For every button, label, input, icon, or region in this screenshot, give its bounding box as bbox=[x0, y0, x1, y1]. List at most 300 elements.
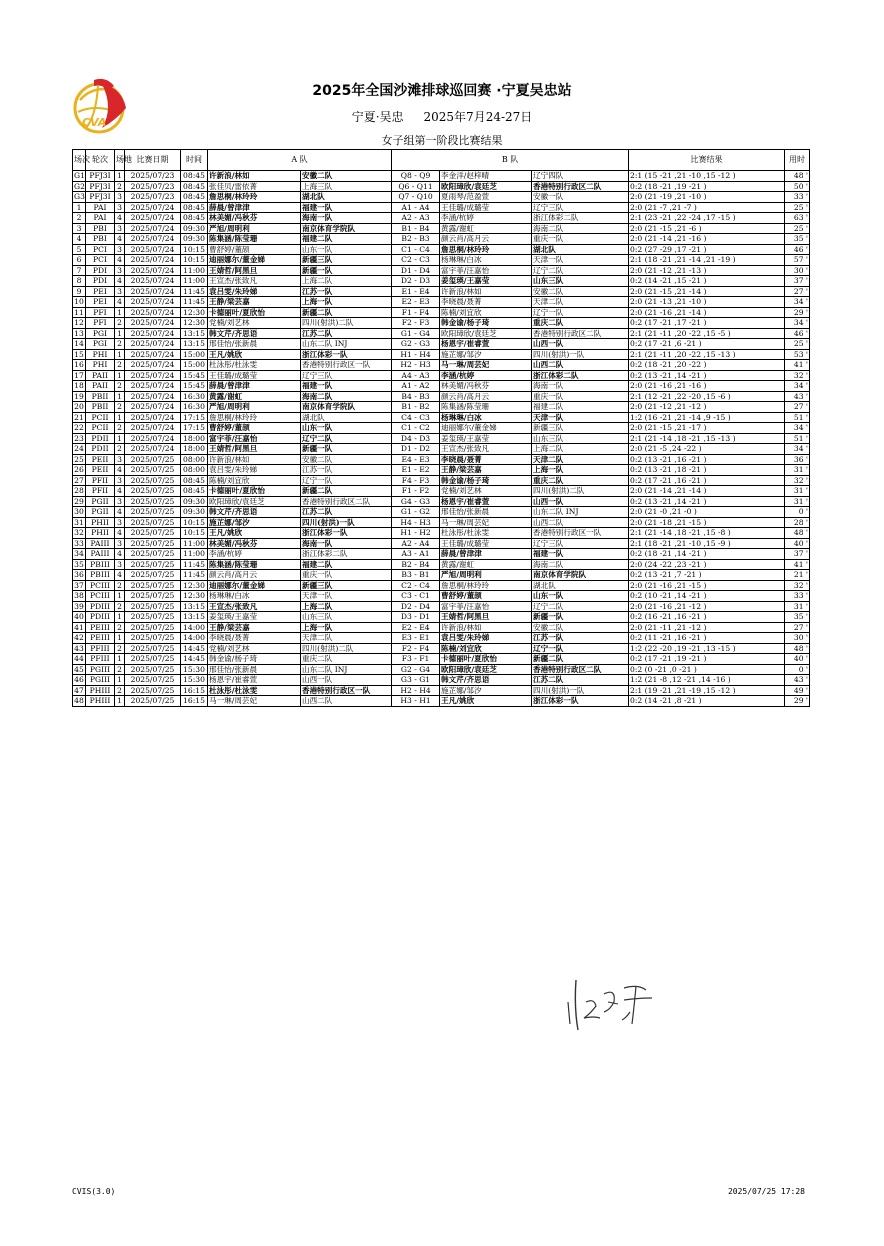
code-separator: - bbox=[411, 255, 420, 264]
row-court-codes bbox=[392, 654, 440, 665]
row-team-a-name: 安徽二队 bbox=[301, 454, 392, 465]
row-round: PFJ3I bbox=[86, 192, 115, 203]
row-duration: 34 ' bbox=[785, 297, 810, 308]
row-team-b-name: 香港特别行政区二队 bbox=[532, 328, 629, 339]
row-team-a-code: G1 bbox=[400, 328, 412, 338]
row-team-b-code: D1 bbox=[419, 612, 431, 621]
code-separator: - bbox=[411, 528, 420, 537]
row-duration: 43 ' bbox=[785, 675, 810, 686]
row-team-b-players: 夏雨琴/范盈萱 bbox=[440, 192, 532, 203]
row-team-b-players: 王婧哲/阿黑旦 bbox=[440, 612, 532, 623]
section-title: 女子组第一阶段比赛结果 bbox=[381, 134, 503, 147]
row-date: 2025/07/24 bbox=[125, 444, 181, 455]
row-team-a-code: Q6 bbox=[398, 181, 410, 191]
row-team-a-players: 杜泳彤/杜泳雯 bbox=[208, 685, 301, 696]
row-court: 3 bbox=[115, 454, 125, 465]
table-row bbox=[73, 559, 810, 570]
row-court: 3 bbox=[115, 475, 125, 486]
row-team-b-players: 杨琳琳/白冰 bbox=[440, 255, 532, 266]
row-date: 2025/07/25 bbox=[125, 654, 181, 665]
row-court-codes bbox=[392, 486, 440, 497]
row-team-a-players: 韩文芹/齐思语 bbox=[208, 328, 301, 339]
row-court-codes bbox=[392, 370, 440, 381]
row-team-b-code: B3 bbox=[419, 391, 430, 401]
row-court: 3 bbox=[115, 286, 125, 297]
row-date: 2025/07/24 bbox=[125, 307, 181, 318]
row-team-a-players: 陈集涵/陈莹珊 bbox=[208, 559, 301, 570]
row-team-a-players: 施芷娜/邹汐 bbox=[208, 517, 301, 528]
row-team-a-name: 山东一队 bbox=[301, 423, 392, 434]
row-result: 0:2 (27 -29 ,17 -21 ) bbox=[629, 244, 785, 255]
row-team-a-code: F1 bbox=[401, 486, 412, 495]
row-team-b-name: 山西一队 bbox=[532, 339, 629, 350]
row-team-b-code: H2 bbox=[419, 528, 431, 537]
row-time: 11:45 bbox=[181, 570, 208, 581]
table-row bbox=[73, 454, 810, 465]
row-date: 2025/07/24 bbox=[125, 339, 181, 350]
col-court-header: 场地 bbox=[115, 150, 125, 171]
row-team-b-name: 湖北队 bbox=[532, 244, 629, 255]
row-no: 23 bbox=[74, 433, 84, 443]
row-round: PEII bbox=[86, 454, 115, 465]
row-team-a-name: 山西二队 bbox=[301, 696, 392, 707]
code-separator: - bbox=[411, 202, 420, 212]
row-team-a-players: 马一琳/周芸妃 bbox=[208, 696, 301, 707]
row-team-a-name: 山东三队 bbox=[301, 612, 392, 623]
row-time: 14:45 bbox=[181, 654, 208, 665]
row-time: 16:30 bbox=[181, 402, 208, 413]
row-court: 3 bbox=[115, 538, 125, 549]
row-team-a-players: 王婧哲/阿黑旦 bbox=[208, 444, 301, 455]
row-duration: 27 ' bbox=[785, 622, 810, 633]
row-team-a-code: F1 bbox=[401, 307, 412, 317]
row-court-codes bbox=[392, 601, 440, 612]
row-team-b-players: 颜云肖/高月云 bbox=[440, 234, 532, 245]
row-court: 1 bbox=[115, 370, 125, 381]
row-team-a-name: 重庆二队 bbox=[301, 654, 392, 665]
code-separator: - bbox=[411, 612, 420, 621]
row-team-a-players: 杜泳彤/杜泳雯 bbox=[208, 360, 301, 371]
row-court-codes bbox=[392, 318, 440, 329]
row-court: 4 bbox=[115, 234, 125, 245]
table-row bbox=[73, 244, 810, 255]
table-row bbox=[73, 276, 810, 287]
row-court-codes bbox=[392, 633, 440, 644]
row-team-a-name: 江苏二队 bbox=[301, 507, 392, 518]
row-team-a-players: 富宇菲/汪嘉怡 bbox=[208, 433, 301, 444]
row-team-b-name: 浙江体彩一队 bbox=[532, 696, 629, 707]
row-result: 2:1 (15 -21 ,21 -10 ,15 -12 ) bbox=[629, 171, 785, 182]
row-round: PAIII bbox=[86, 538, 115, 549]
row-team-b-name: 辽宁一队 bbox=[532, 307, 629, 318]
row-team-a-name: 南京体育学院队 bbox=[301, 223, 392, 234]
row-court: 1 bbox=[115, 328, 125, 339]
row-court-codes bbox=[392, 612, 440, 623]
row-duration: 31 ' bbox=[785, 601, 810, 612]
row-court: 1 bbox=[115, 433, 125, 444]
row-time: 09:30 bbox=[181, 234, 208, 245]
row-court: 4 bbox=[115, 276, 125, 287]
row-result: 2:0 (21 -11 ,21 -12 ) bbox=[629, 622, 785, 633]
row-date: 2025/07/24 bbox=[125, 213, 181, 224]
row-round: PGII bbox=[86, 507, 115, 518]
row-team-a-name: 浙江体彩二队 bbox=[301, 549, 392, 560]
row-time: 15:30 bbox=[181, 675, 208, 686]
row-court-codes bbox=[392, 265, 440, 276]
table-row bbox=[73, 622, 810, 633]
row-court-codes bbox=[392, 538, 440, 549]
table-row bbox=[73, 517, 810, 528]
code-separator: - bbox=[411, 622, 420, 632]
row-team-b-code: C3 bbox=[419, 412, 430, 422]
row-team-a-players: 黄露/谢虹 bbox=[208, 391, 301, 402]
table-row bbox=[73, 328, 810, 339]
row-duration: 41 ' bbox=[785, 360, 810, 371]
row-date: 2025/07/25 bbox=[125, 580, 181, 591]
code-separator: - bbox=[411, 213, 420, 222]
row-team-b-players: 韩金谕/杨子琦 bbox=[440, 318, 532, 329]
row-round: PCI bbox=[86, 244, 115, 255]
row-team-a-code: G3 bbox=[400, 675, 412, 684]
row-team-a-code: D1 bbox=[400, 265, 412, 275]
row-team-b-name: 四川(射洪)一队 bbox=[532, 685, 629, 696]
row-round: PAIII bbox=[86, 549, 115, 560]
row-team-a-players: 王婧哲/阿黑旦 bbox=[208, 265, 301, 276]
row-result: 0:2 (10 -21 ,14 -21 ) bbox=[629, 591, 785, 602]
row-team-a-code: A3 bbox=[401, 549, 412, 558]
row-time: 15:45 bbox=[181, 370, 208, 381]
row-team-b-name: 香港特别行政区二队 bbox=[532, 181, 629, 192]
table-row bbox=[73, 475, 810, 486]
row-round: PFJ3I bbox=[86, 171, 115, 182]
row-time: 17:15 bbox=[181, 423, 208, 434]
row-time: 09:30 bbox=[181, 223, 208, 234]
row-duration: 51 ' bbox=[785, 412, 810, 423]
row-date: 2025/07/24 bbox=[125, 318, 181, 329]
row-time: 08:45 bbox=[181, 475, 208, 486]
row-result: 1:2 (22 -20 ,19 -21 ,13 -15 ) bbox=[629, 643, 785, 654]
table-row bbox=[73, 171, 810, 182]
row-time: 16:15 bbox=[181, 685, 208, 696]
row-team-b-code: A3 bbox=[419, 370, 430, 380]
row-team-a-players: 党楠/刘艺林 bbox=[208, 318, 301, 329]
row-round: PHI bbox=[86, 349, 115, 360]
table-row bbox=[73, 412, 810, 423]
row-team-b-name: 辽宁一队 bbox=[532, 643, 629, 654]
row-time: 08:45 bbox=[181, 192, 208, 203]
row-team-b-players: 李涵/杭婷 bbox=[440, 370, 532, 381]
row-time: 10:15 bbox=[181, 244, 208, 255]
code-separator: - bbox=[411, 360, 420, 369]
row-result: 2:0 (21 -12 ,21 -12 ) bbox=[629, 402, 785, 413]
row-result: 0:2 (13 -21 ,7 -21 ) bbox=[629, 570, 785, 581]
row-team-a-code: D3 bbox=[400, 612, 412, 621]
row-team-a-players: 林美媚/冯秋芬 bbox=[208, 213, 301, 224]
row-team-b-code: A2 bbox=[419, 381, 430, 390]
row-date: 2025/07/25 bbox=[125, 507, 181, 518]
row-no: 4 bbox=[73, 234, 86, 245]
row-duration: 32 ' bbox=[785, 580, 810, 591]
row-team-a-code: F2 bbox=[401, 643, 412, 653]
row-time: 09:30 bbox=[181, 507, 208, 518]
row-team-b-players: 杨恩宇/崔睿萱 bbox=[440, 496, 532, 507]
row-duration: 21 ' bbox=[785, 570, 810, 581]
row-team-a-name: 江苏二队 bbox=[301, 328, 392, 339]
row-date: 2025/07/25 bbox=[125, 675, 181, 686]
row-team-b-players: 陈楠/刘宜欣 bbox=[440, 643, 532, 654]
row-court: 1 bbox=[115, 591, 125, 602]
row-no: 38 bbox=[74, 591, 84, 600]
row-team-b-name: 四川(射洪)一队 bbox=[532, 349, 629, 360]
row-court-codes bbox=[392, 297, 440, 308]
row-team-a-players: 王宣杰/张致凡 bbox=[208, 276, 301, 287]
row-team-b-name: 山东三队 bbox=[532, 276, 629, 287]
row-date: 2025/07/25 bbox=[125, 612, 181, 623]
row-round: PGII bbox=[86, 496, 115, 507]
row-result: 0:2 (14 -21 ,8 -21 ) bbox=[629, 696, 785, 707]
row-no: 19 bbox=[74, 391, 84, 401]
col-duration-header: 用时 bbox=[785, 150, 810, 171]
row-team-b-code: B3 bbox=[419, 234, 430, 243]
row-result: 2:0 (21 -14 ,21 -14 ) bbox=[629, 486, 785, 497]
row-court-codes bbox=[392, 402, 440, 413]
row-duration: 28 ' bbox=[785, 517, 810, 528]
row-result: 2:1 (21 -11 ,20 -22 ,15 -5 ) bbox=[629, 328, 785, 339]
row-team-b-code: D4 bbox=[419, 265, 431, 275]
row-date: 2025/07/24 bbox=[125, 349, 181, 360]
row-result: 2:0 (21 -15 ,21 -17 ) bbox=[629, 423, 785, 434]
row-no: 31 bbox=[74, 517, 84, 527]
row-duration: 33 ' bbox=[785, 192, 810, 203]
row-no: 43 bbox=[74, 643, 84, 653]
row-team-a-code: C4 bbox=[401, 412, 412, 422]
row-round: PEII bbox=[86, 465, 115, 476]
row-result: 2:1 (19 -21 ,21 -19 ,15 -12 ) bbox=[629, 685, 785, 696]
row-team-b-code: E3 bbox=[419, 454, 430, 464]
row-court-codes bbox=[392, 580, 440, 591]
row-team-a-name: 福建二队 bbox=[301, 234, 392, 245]
row-team-a-players: 陈集涵/陈莹珊 bbox=[208, 234, 301, 245]
row-team-b-code: G4 bbox=[419, 328, 431, 338]
row-no: 5 bbox=[73, 244, 86, 255]
row-no: G2 bbox=[74, 181, 85, 191]
row-round: PFJ3I bbox=[86, 181, 115, 192]
row-team-b-name: 辽宁三队 bbox=[532, 202, 629, 213]
row-round: PBI bbox=[86, 223, 115, 234]
row-round: PFIII bbox=[86, 654, 115, 665]
footer-printed-time: 2025/07/25 17:28 bbox=[727, 1187, 805, 1196]
row-date: 2025/07/25 bbox=[125, 454, 181, 465]
footer-version: CVIS(3.0) bbox=[72, 1187, 116, 1196]
row-team-a-players: 卡德丽叶/夏欣怡 bbox=[208, 307, 301, 318]
row-team-b-name: 海南二队 bbox=[532, 559, 629, 570]
row-team-b-players: 姜玺瑛/王嘉莹 bbox=[440, 433, 532, 444]
row-team-b-name: 香港特别行政区一队 bbox=[532, 528, 629, 539]
row-team-a-players: 杨恩宇/崔睿萱 bbox=[208, 675, 301, 686]
row-round: PHII bbox=[86, 517, 115, 528]
row-round: PAII bbox=[86, 381, 115, 392]
row-time: 11:45 bbox=[181, 559, 208, 570]
row-team-a-name: 四川(射洪)一队 bbox=[301, 517, 392, 528]
code-separator: - bbox=[411, 685, 420, 695]
row-team-b-players: 富宇菲/汪嘉怡 bbox=[440, 601, 532, 612]
row-team-b-name: 安徽二队 bbox=[532, 622, 629, 633]
row-team-b-code: A4 bbox=[419, 202, 430, 212]
row-team-a-players: 袁吕雯/朱玲娣 bbox=[208, 286, 301, 297]
row-team-b-players: 迪丽娜尔/董金娣 bbox=[440, 423, 532, 434]
row-duration: 29 ' bbox=[785, 307, 810, 318]
row-team-b-name: 香港特别行政区二队 bbox=[532, 664, 629, 675]
row-team-a-name: 上海二队 bbox=[301, 276, 392, 287]
row-court-codes bbox=[392, 591, 440, 602]
row-no: 2 bbox=[73, 213, 86, 224]
row-team-b-players: 李晓晨/聂菁 bbox=[440, 454, 532, 465]
table-row bbox=[73, 696, 810, 707]
row-no: G3 bbox=[74, 192, 85, 201]
row-duration: 63 ' bbox=[785, 213, 810, 224]
row-team-b-code: A1 bbox=[419, 549, 430, 558]
code-separator: - bbox=[411, 297, 420, 306]
row-round: PDIII bbox=[86, 601, 115, 612]
row-team-b-code: E3 bbox=[419, 297, 430, 306]
row-team-a-players: 薛晨/曾津津 bbox=[208, 381, 301, 392]
row-round: PHIII bbox=[86, 696, 115, 707]
row-court-codes bbox=[392, 360, 440, 371]
code-separator: - bbox=[411, 517, 420, 527]
row-court: 3 bbox=[115, 223, 125, 234]
row-time: 13:15 bbox=[181, 328, 208, 339]
row-court: 2 bbox=[115, 339, 125, 350]
row-duration: 48 ' bbox=[785, 171, 810, 182]
table-row bbox=[73, 633, 810, 644]
row-team-a-code: A1 bbox=[401, 381, 412, 390]
row-round: PCII bbox=[86, 412, 115, 423]
row-team-b-name: 福建二队 bbox=[532, 402, 629, 413]
row-round: PBIII bbox=[86, 559, 115, 570]
row-result: 2:0 (21 -16 ,21 -14 ) bbox=[629, 307, 785, 318]
row-duration: 31 ' bbox=[785, 465, 810, 476]
row-round: PHIII bbox=[86, 685, 115, 696]
row-team-a-code: D1 bbox=[400, 444, 412, 453]
code-separator: - bbox=[411, 391, 420, 401]
row-court-codes bbox=[392, 192, 440, 203]
row-date: 2025/07/25 bbox=[125, 696, 181, 707]
row-team-a-code: H2 bbox=[400, 360, 412, 369]
row-team-b-name: 福建一队 bbox=[532, 549, 629, 560]
row-team-a-players: 韩金谕/杨子琦 bbox=[208, 654, 301, 665]
row-duration: 25 ' bbox=[785, 202, 810, 213]
row-team-a-players: 王宣杰/张致凡 bbox=[208, 601, 301, 612]
row-court: 2 bbox=[115, 444, 125, 455]
row-court: 2 bbox=[115, 181, 125, 192]
row-result: 2:1 (18 -21 ,21 -14 ,21 -19 ) bbox=[629, 255, 785, 266]
row-team-a-code: F2 bbox=[401, 318, 412, 327]
row-team-b-code: A4 bbox=[419, 538, 430, 548]
row-team-b-players: 林美媚/冯秋芬 bbox=[440, 381, 532, 392]
row-team-a-players: 欧阳璋欣/袁廷芝 bbox=[208, 496, 301, 507]
row-result: 0:2 (13 -21 ,14 -21 ) bbox=[629, 370, 785, 381]
row-court: 2 bbox=[115, 381, 125, 392]
event-location: 宁夏·吴忠 bbox=[351, 110, 404, 124]
row-court-codes bbox=[392, 202, 440, 213]
table-row bbox=[73, 192, 810, 203]
row-date: 2025/07/24 bbox=[125, 402, 181, 413]
row-result: 2:1 (18 -21 ,21 -10 ,15 -9 ) bbox=[629, 538, 785, 549]
row-team-b-code: G3 bbox=[419, 496, 431, 506]
col-round-header: 轮次 bbox=[86, 150, 115, 171]
row-result: 2:0 (24 -22 ,23 -21 ) bbox=[629, 559, 785, 570]
row-result: 2:0 (21 -0 ,21 -0 ) bbox=[629, 507, 785, 518]
row-time: 08:00 bbox=[181, 465, 208, 476]
row-team-b-name: 重庆二队 bbox=[532, 475, 629, 486]
row-date: 2025/07/24 bbox=[125, 433, 181, 444]
row-team-a-players: 杨琳琳/白冰 bbox=[208, 591, 301, 602]
row-time: 13:15 bbox=[181, 339, 208, 350]
row-court-codes bbox=[392, 528, 440, 539]
row-team-b-players: 陈集涵/陈莹珊 bbox=[440, 402, 532, 413]
code-separator: - bbox=[411, 675, 420, 684]
row-court: 3 bbox=[115, 517, 125, 528]
row-court-codes bbox=[392, 381, 440, 392]
row-no: 46 bbox=[74, 675, 84, 684]
row-team-b-code: H1 bbox=[419, 696, 431, 705]
row-court-codes bbox=[392, 559, 440, 570]
row-no: 34 bbox=[74, 549, 84, 558]
row-team-a-players: 林美媚/冯秋芬 bbox=[208, 538, 301, 549]
row-date: 2025/07/24 bbox=[125, 423, 181, 434]
code-separator: - bbox=[411, 664, 420, 674]
row-court-codes bbox=[392, 307, 440, 318]
row-time: 08:45 bbox=[181, 486, 208, 497]
row-round: PAI bbox=[86, 213, 115, 224]
row-court-codes bbox=[392, 213, 440, 224]
row-team-a-name: 新疆三队 bbox=[301, 580, 392, 591]
row-team-a-code: E4 bbox=[401, 454, 412, 464]
row-round: PGI bbox=[86, 328, 115, 339]
table-row bbox=[73, 664, 810, 675]
row-date: 2025/07/25 bbox=[125, 538, 181, 549]
row-result: 2:1 (21 -14 ,18 -21 ,15 -8 ) bbox=[629, 528, 785, 539]
row-team-b-name: 新疆一队 bbox=[532, 612, 629, 623]
row-team-a-players: 邢佳怡/张新晨 bbox=[208, 664, 301, 675]
row-date: 2025/07/25 bbox=[125, 633, 181, 644]
row-no: 14 bbox=[74, 339, 84, 348]
row-no: 7 bbox=[73, 265, 86, 276]
row-no: 37 bbox=[74, 580, 84, 590]
row-court: 4 bbox=[115, 486, 125, 497]
row-no: 1 bbox=[73, 202, 86, 213]
row-team-a-code: G2 bbox=[400, 664, 412, 674]
row-team-a-code: H4 bbox=[400, 517, 412, 527]
row-court: 1 bbox=[115, 412, 125, 423]
row-team-b-name: 天津二队 bbox=[532, 297, 629, 308]
row-duration: 37 ' bbox=[785, 276, 810, 287]
row-duration: 36 ' bbox=[785, 454, 810, 465]
code-separator: - bbox=[411, 318, 420, 327]
row-result: 1:2 (16 -21 ,21 -14 ,9 -15 ) bbox=[629, 412, 785, 423]
row-team-b-code: F3 bbox=[419, 475, 430, 485]
row-team-a-code: H3 bbox=[400, 696, 412, 705]
row-court: 1 bbox=[115, 654, 125, 665]
row-result: 2:0 (21 -15 ,21 -6 ) bbox=[629, 223, 785, 234]
row-team-b-players: 卡德丽叶/夏欣怡 bbox=[440, 654, 532, 665]
row-result: 2:0 (21 -18 ,21 -15 ) bbox=[629, 517, 785, 528]
row-team-b-code: G4 bbox=[419, 664, 431, 674]
table-row bbox=[73, 643, 810, 654]
code-separator: - bbox=[411, 475, 420, 485]
row-team-a-players: 韩文芹/齐思语 bbox=[208, 507, 301, 518]
row-result: 0:2 (17 -21 ,19 -21 ) bbox=[629, 654, 785, 665]
